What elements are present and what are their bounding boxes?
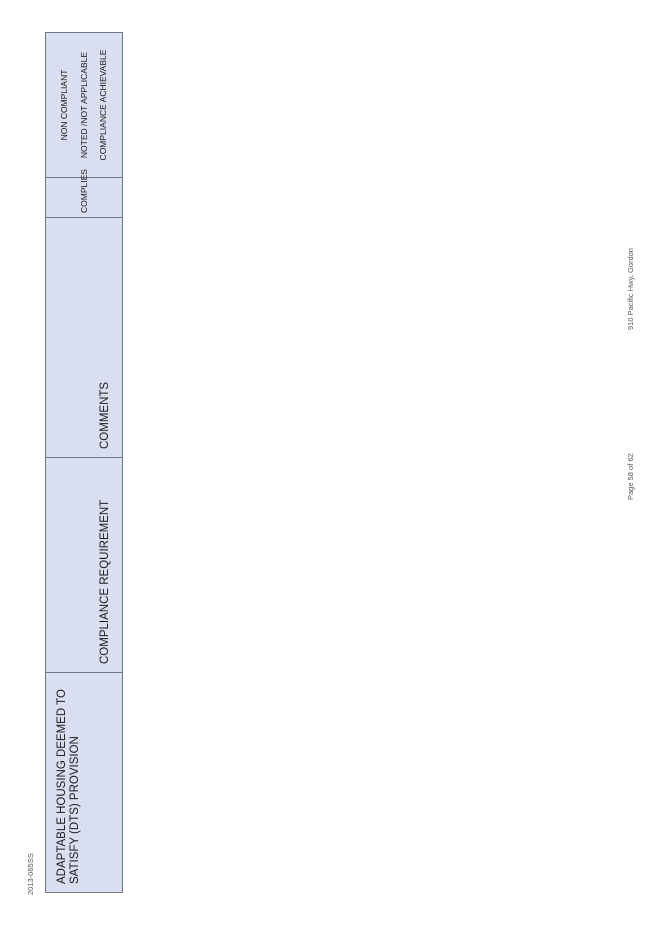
header-provision: ADAPTABLE HOUSING DEEMED TO SATISFY (DTS) PROVISION [46,673,123,893]
header-requirement: COMPLIANCE REQUIREMENT [46,458,123,673]
main-table [45,32,123,893]
header-complies: COMPLIES [46,178,123,218]
header-comments: COMMENTS [46,218,123,458]
header-noted: NOTED /NOT APPLICABLE [78,51,89,159]
landscape-canvas [45,33,549,893]
footer-address: 910 Pacific Hwy, Gordon [626,248,635,330]
portrait-frame [45,33,549,893]
header-achievable: COMPLIANCE ACHIEVABLE [98,49,109,161]
table-header-row [46,33,123,893]
footer-page: Page 58 of 62 [626,453,635,500]
footer-doc-id: 2013-065SS [26,853,35,895]
header-non-compliant: NON COMPLIANT [59,69,70,141]
header-status-stack [46,33,123,178]
